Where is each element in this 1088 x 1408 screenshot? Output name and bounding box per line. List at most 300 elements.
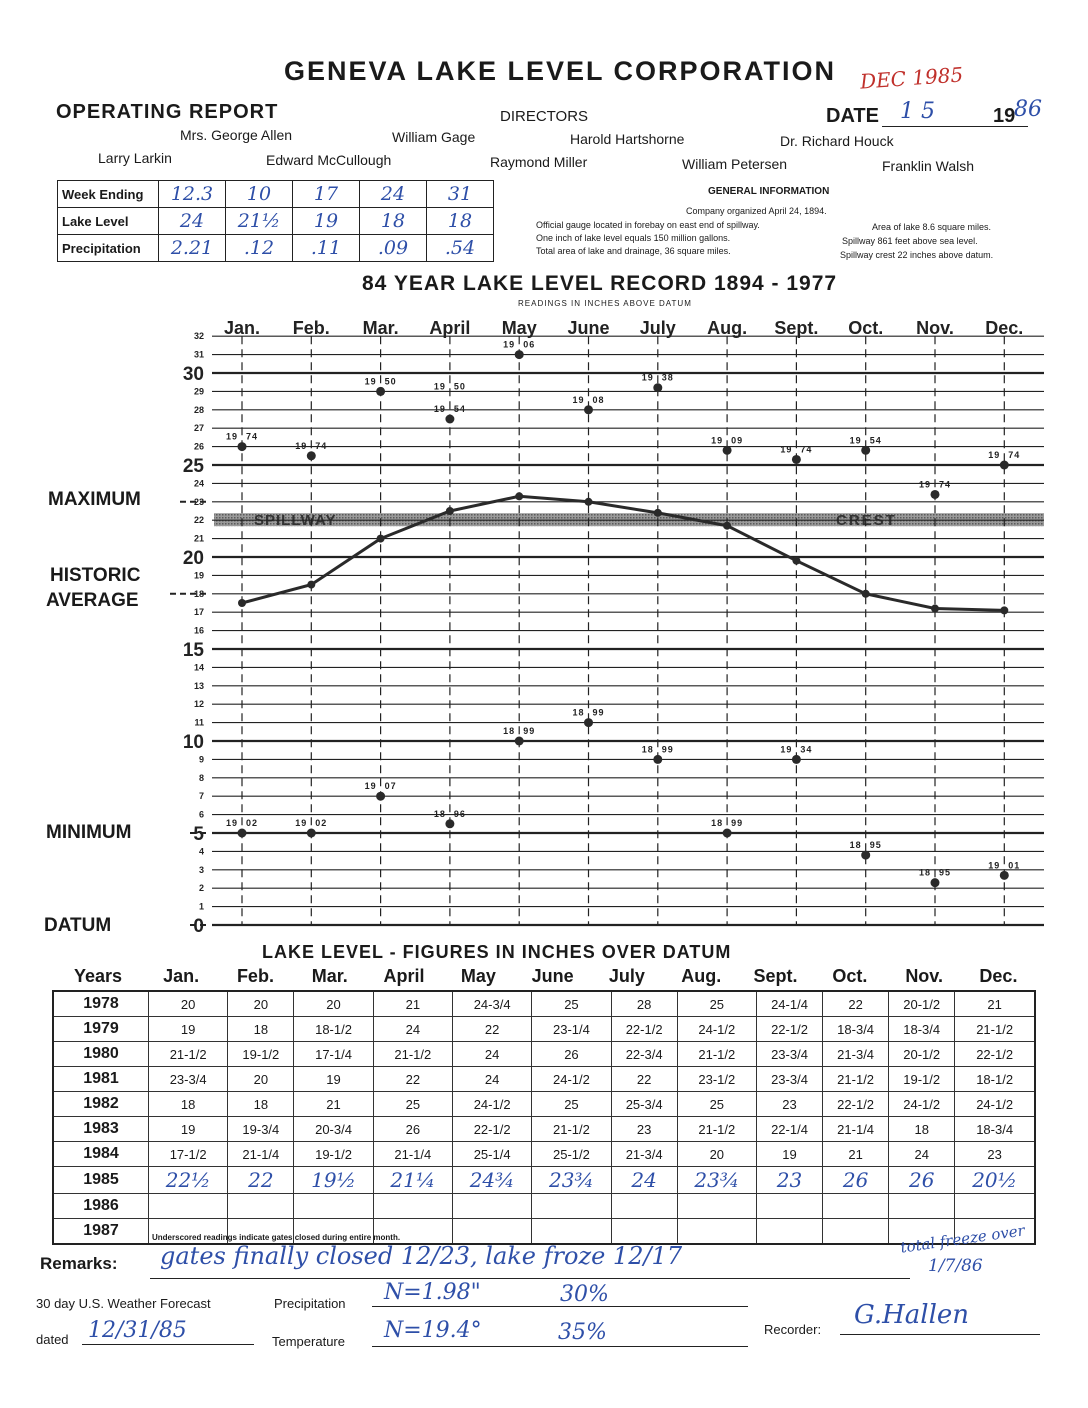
level-cell: 21-3/4 — [611, 1142, 677, 1167]
month-header: Jan. — [163, 966, 200, 986]
level-cell: 25 — [677, 991, 756, 1017]
min-point-year-label: 95 — [869, 840, 882, 851]
years-header: Years — [73, 966, 123, 986]
level-cell: 18-1/2 — [955, 1067, 1035, 1092]
director-name: Harold Hartshorne — [570, 131, 685, 147]
datum-label: DATUM — [44, 915, 112, 936]
precipitation-value: N=1.98" — [384, 1280, 481, 1305]
min-point — [861, 851, 870, 860]
y-tick-label: 18 — [193, 588, 204, 599]
min-point-year-label: 99 — [523, 726, 536, 736]
level-cell: 24 — [611, 1167, 677, 1194]
month-header: July — [608, 966, 645, 986]
min-point-year-label: 99 — [731, 818, 744, 828]
level-cell: 20 — [228, 991, 294, 1017]
y-tick-label: 32 — [193, 331, 204, 342]
min-point — [584, 718, 593, 727]
year-cell: 1978 — [53, 991, 149, 1017]
general-info-line: Official gauge located in forebay on east end of spillway. — [536, 220, 760, 230]
level-cell: 23-1/2 — [677, 1067, 756, 1092]
chart-subtitle: READINGS IN INCHES ABOVE DATUM — [518, 299, 692, 308]
precipitation-label: Precipitation — [274, 1296, 346, 1311]
level-cell: 23-3/4 — [756, 1042, 822, 1067]
average-point — [446, 507, 454, 515]
level-cell: 21-1/2 — [677, 1042, 756, 1067]
level-cell: 21 — [823, 1142, 889, 1167]
month-header: April — [383, 966, 425, 986]
level-cell: 20 — [228, 1067, 294, 1092]
level-cell — [955, 1194, 1035, 1219]
min-point-year-label: 19 — [225, 818, 238, 828]
level-cell: 18 — [228, 1017, 294, 1042]
min-point-year-label: 19 — [364, 781, 377, 792]
level-cell: 24-1/2 — [889, 1092, 955, 1117]
level-cell — [532, 1219, 611, 1245]
minimum-label: MINIMUM — [46, 822, 132, 843]
max-point-year-label: 19 — [780, 444, 793, 455]
level-cell: 21-1/4 — [228, 1142, 294, 1167]
min-point-year-label: 02 — [246, 818, 259, 828]
month-label: Aug. — [707, 318, 748, 338]
max-point — [861, 446, 870, 455]
y-tick-label: 15 — [182, 640, 204, 661]
level-cell: 17-1/4 — [294, 1042, 373, 1067]
level-cell: 19 — [756, 1142, 822, 1167]
y-tick-label: 30 — [182, 364, 204, 385]
level-cell: 21 — [955, 991, 1035, 1017]
level-cell: 20½ — [955, 1167, 1035, 1194]
weekly-row-label: Lake Level — [58, 208, 159, 235]
max-point-year-label: 19 — [364, 376, 377, 387]
director-name: Dr. Richard Houck — [780, 133, 894, 149]
weekly-value: 18 — [360, 208, 427, 235]
month-header: Mar. — [311, 966, 348, 986]
max-point — [723, 446, 732, 455]
weekly-value: .12 — [226, 235, 293, 262]
level-cell: 23¾ — [677, 1167, 756, 1194]
max-point-year-label: 19 — [433, 381, 446, 392]
table-row — [53, 1167, 1035, 1194]
y-tick-label: 5 — [193, 824, 204, 845]
director-name: William Gage — [392, 129, 476, 145]
level-cell: 22½ — [149, 1167, 228, 1194]
forecast-label: 30 day U.S. Weather Forecast — [36, 1296, 211, 1311]
level-cell: 22-1/2 — [756, 1017, 822, 1042]
year-cell: 1986 — [53, 1194, 149, 1219]
y-tick-label: 23 — [193, 496, 204, 507]
max-point-year-label: 54 — [869, 435, 882, 446]
y-tick-label: 0 — [193, 916, 204, 937]
level-cell: 18 — [228, 1092, 294, 1117]
level-cell: 23 — [756, 1167, 822, 1194]
max-point — [238, 442, 247, 451]
month-label: June — [567, 318, 610, 338]
y-tick-label: 9 — [198, 754, 204, 765]
level-cell — [823, 1194, 889, 1219]
average-point — [307, 581, 315, 589]
y-tick-label: 21 — [193, 533, 204, 544]
average-point — [515, 492, 523, 500]
max-point — [376, 387, 385, 396]
level-cell: 25-1/2 — [532, 1142, 611, 1167]
max-point-year-label: 38 — [661, 372, 674, 383]
year-cell: 1982 — [53, 1092, 149, 1117]
level-cell: 19-1/2 — [889, 1067, 955, 1092]
min-point — [931, 878, 940, 887]
average-point — [723, 522, 731, 530]
average-point — [1000, 606, 1008, 614]
weekly-readings-table — [57, 180, 494, 262]
y-tick-label: 22 — [193, 515, 204, 526]
level-cell — [677, 1194, 756, 1219]
report-title: OPERATING REPORT — [56, 101, 279, 123]
level-cell — [677, 1219, 756, 1245]
min-point — [238, 829, 247, 838]
y-tick-label: 2 — [198, 883, 204, 894]
level-cell — [611, 1219, 677, 1245]
director-name: Larry Larkin — [98, 150, 172, 166]
month-label: Oct. — [848, 318, 884, 338]
y-tick-label: 10 — [182, 732, 204, 753]
min-point — [1000, 871, 1009, 880]
level-cell: 24 — [452, 1042, 531, 1067]
average-point — [377, 535, 385, 543]
year-cell: 1985 — [53, 1167, 149, 1194]
weekly-value: 24 — [159, 208, 226, 235]
month-header: May — [460, 966, 496, 986]
month-header: Sept. — [753, 966, 798, 986]
min-point-year-label: 18 — [849, 840, 862, 851]
max-point — [584, 405, 593, 414]
max-point-year-label: 19 — [849, 435, 862, 446]
level-cell: 21 — [294, 1092, 373, 1117]
level-cell: 19 — [294, 1067, 373, 1092]
spillway-label: SPILLWAY — [254, 512, 337, 530]
y-tick-label: 6 — [198, 809, 204, 820]
level-cell: 19 — [149, 1017, 228, 1042]
level-cell: 18-3/4 — [823, 1017, 889, 1042]
level-cell: 24-1/2 — [955, 1092, 1035, 1117]
level-cell: 22-1/2 — [452, 1117, 531, 1142]
y-tick-label: 16 — [193, 625, 204, 636]
min-point-year-label: 18 — [503, 726, 516, 736]
average-point — [862, 590, 870, 598]
lake-level-table — [52, 990, 1036, 1245]
y-tick-label: 12 — [193, 699, 204, 710]
level-cell: 18-1/2 — [294, 1017, 373, 1042]
general-info-title: GENERAL INFORMATION — [708, 186, 830, 197]
level-cell: 23¾ — [532, 1167, 611, 1194]
weekly-value: 18 — [427, 208, 494, 235]
level-cell: 20 — [677, 1142, 756, 1167]
remarks-label: Remarks: — [40, 1254, 118, 1273]
y-tick-label: 4 — [198, 846, 204, 857]
level-cell: 24¾ — [452, 1167, 531, 1194]
average-point — [931, 605, 939, 613]
min-point-year-label: 01 — [1008, 860, 1021, 871]
level-cell: 22 — [228, 1167, 294, 1194]
level-cell: 21 — [373, 991, 452, 1017]
weekly-value: 2.21 — [159, 235, 226, 262]
remarks-side-note: total freeze over — [899, 1221, 1026, 1257]
level-cell — [294, 1194, 373, 1219]
max-point — [515, 350, 524, 359]
level-cell — [228, 1194, 294, 1219]
min-point-year-label: 18 — [641, 744, 654, 755]
maximum-label: MAXIMUM — [48, 489, 141, 510]
level-cell: 18 — [149, 1092, 228, 1117]
min-point-year-label: 95 — [939, 867, 952, 878]
spillway-crest-label: CREST — [836, 512, 897, 530]
min-point — [723, 829, 732, 838]
max-point — [307, 451, 316, 460]
level-cell — [373, 1194, 452, 1219]
level-cell: 18-3/4 — [889, 1017, 955, 1042]
dated-value: 12/31/85 — [88, 1318, 187, 1343]
company-name: GENEVA LAKE LEVEL CORPORATION — [284, 56, 837, 86]
level-cell — [823, 1219, 889, 1245]
levels-table-title: LAKE LEVEL - FIGURES IN INCHES OVER DATUM — [262, 942, 732, 962]
level-cell: 19½ — [294, 1167, 373, 1194]
level-cell: 28 — [611, 991, 677, 1017]
y-tick-label: 13 — [193, 680, 204, 691]
level-cell: 19 — [149, 1117, 228, 1142]
underscore-footnote: Underscored readings indicate gates closed during entire month. — [152, 1233, 401, 1242]
director-name: Edward McCullough — [266, 152, 392, 168]
min-point-year-label: 18 — [711, 818, 724, 828]
level-cell: 23 — [611, 1117, 677, 1142]
level-cell: 23-3/4 — [149, 1067, 228, 1092]
min-point-year-label: 19 — [988, 860, 1001, 871]
month-header: June — [531, 966, 574, 986]
level-cell: 20 — [149, 991, 228, 1017]
level-cell: 26 — [373, 1117, 452, 1142]
level-cell: 24-1/4 — [756, 991, 822, 1017]
max-point-year-label: 19 — [295, 440, 308, 451]
max-point-year-label: 19 — [988, 450, 1001, 460]
remarks-side-date: 1/7/86 — [928, 1256, 983, 1276]
level-cell — [532, 1194, 611, 1219]
report-date-value: 1 5 — [900, 99, 935, 124]
min-point — [445, 819, 454, 828]
max-point-year-label: 19 — [918, 479, 931, 490]
month-label: Sept. — [774, 318, 819, 338]
level-cell: 23 — [756, 1092, 822, 1117]
weekly-row — [58, 208, 494, 235]
y-tick-label: 19 — [193, 570, 204, 581]
dated-label: dated — [36, 1332, 69, 1347]
level-cell — [756, 1194, 822, 1219]
max-point-year-label: 50 — [384, 376, 397, 387]
received-date-stamp: DEC 1985 — [859, 62, 964, 94]
level-cell: 22-1/2 — [955, 1042, 1035, 1067]
y-tick-label: 1 — [198, 901, 204, 912]
level-cell: 21-1/2 — [532, 1117, 611, 1142]
max-point-year-label: 74 — [1008, 450, 1021, 460]
weekly-value: 10 — [226, 181, 293, 208]
level-cell: 25 — [677, 1092, 756, 1117]
table-row — [53, 1194, 1035, 1219]
weekly-row-label: Week Ending — [58, 181, 159, 208]
table-row — [53, 1117, 1035, 1142]
general-info-line: One inch of lake level equals 150 million gallons. — [536, 233, 731, 243]
min-point-year-label: 18 — [918, 867, 931, 878]
weekly-row-label: Precipitation — [58, 235, 159, 262]
level-cell: 20-1/2 — [889, 1042, 955, 1067]
month-label: July — [639, 318, 676, 338]
max-point-year-label: 74 — [246, 431, 259, 442]
year-cell: 1983 — [53, 1117, 149, 1142]
max-point-year-label: 19 — [225, 431, 238, 442]
max-point — [931, 490, 940, 499]
max-point — [445, 415, 454, 424]
level-cell: 22-1/2 — [823, 1092, 889, 1117]
level-cell: 25-3/4 — [611, 1092, 677, 1117]
level-cell: 22 — [823, 991, 889, 1017]
date-label: DATE — [826, 105, 879, 127]
table-row — [53, 991, 1035, 1017]
level-cell: 22 — [373, 1067, 452, 1092]
max-point — [1000, 461, 1009, 470]
level-cell: 19-1/2 — [294, 1142, 373, 1167]
level-cell: 21-1/2 — [149, 1042, 228, 1067]
level-cell — [452, 1194, 531, 1219]
min-point-year-label: 99 — [661, 744, 674, 755]
average-point — [238, 599, 246, 607]
month-label: Nov. — [916, 318, 954, 338]
y-tick-label: 11 — [194, 717, 204, 728]
max-point — [792, 455, 801, 464]
min-point-year-label: 07 — [384, 781, 397, 792]
remarks-text: gates finally closed 12/23, lake froze 12/17 — [160, 1242, 683, 1270]
max-point — [653, 383, 662, 392]
director-name: Raymond Miller — [490, 154, 588, 170]
year-cell: 1987 — [53, 1219, 149, 1245]
general-info-line: Area of lake 8.6 square miles. — [872, 222, 992, 232]
level-cell: 21-1/4 — [373, 1142, 452, 1167]
average-point — [792, 557, 800, 565]
min-point — [515, 737, 524, 746]
min-point-year-label: 18 — [572, 707, 585, 718]
level-cell: 25-1/4 — [452, 1142, 531, 1167]
level-cell: 23 — [955, 1142, 1035, 1167]
date-year-suffix: 86 — [1014, 97, 1042, 122]
level-cell: 22 — [452, 1017, 531, 1042]
level-cell — [149, 1194, 228, 1219]
level-cell: 24-3/4 — [452, 991, 531, 1017]
y-tick-label: 20 — [182, 548, 204, 569]
recorder-signature: G.Hallen — [854, 1300, 970, 1330]
level-cell: 24 — [889, 1142, 955, 1167]
weekly-value: .54 — [427, 235, 494, 262]
director-name: William Petersen — [682, 156, 788, 172]
level-cell: 20-1/2 — [889, 991, 955, 1017]
level-cell: 23-1/4 — [532, 1017, 611, 1042]
month-label: Dec. — [985, 318, 1024, 338]
average-point — [654, 509, 662, 517]
level-cell: 21-1/2 — [373, 1042, 452, 1067]
table-row — [53, 1017, 1035, 1042]
level-cell: 19-3/4 — [228, 1117, 294, 1142]
level-cell: 26 — [823, 1167, 889, 1194]
table-row — [53, 1142, 1035, 1167]
temperature-value: N=19.4° — [384, 1318, 482, 1343]
level-cell: 20-3/4 — [294, 1117, 373, 1142]
lake-level-chart — [0, 310, 1088, 940]
weekly-value: 21½ — [226, 208, 293, 235]
max-point-year-label: 74 — [939, 479, 952, 490]
month-header: Dec. — [979, 966, 1018, 986]
min-point — [792, 755, 801, 764]
precipitation-percent: 30% — [560, 1282, 609, 1307]
level-cell: 24-1/2 — [677, 1017, 756, 1042]
level-cell — [889, 1194, 955, 1219]
y-tick-label: 31 — [193, 349, 204, 360]
max-point-year-label: 54 — [453, 404, 466, 414]
historic-label: HISTORIC — [50, 565, 141, 586]
general-info-line: Spillway crest 22 inches above datum. — [840, 250, 994, 260]
month-label: May — [501, 318, 537, 338]
level-cell: 19-1/2 — [228, 1042, 294, 1067]
level-cell: 22 — [611, 1067, 677, 1092]
max-point-year-label: 09 — [731, 435, 744, 446]
level-cell: 24 — [452, 1067, 531, 1092]
general-info-line: Spillway 861 feet above sea level. — [842, 236, 978, 246]
level-cell: 21-1/4 — [823, 1117, 889, 1142]
level-cell: 18 — [889, 1117, 955, 1142]
min-point-year-label: 99 — [592, 707, 605, 718]
level-cell: 24-1/2 — [452, 1092, 531, 1117]
min-point-year-label: 19 — [295, 818, 308, 828]
weekly-value: .09 — [360, 235, 427, 262]
month-header: Aug. — [681, 966, 722, 986]
max-point-year-label: 19 — [433, 404, 446, 414]
level-cell — [611, 1194, 677, 1219]
chart-title: 84 YEAR LAKE LEVEL RECORD 1894 - 1977 — [362, 272, 838, 295]
max-point-year-label: 50 — [453, 381, 466, 392]
level-cell: 21-1/2 — [823, 1067, 889, 1092]
table-row — [53, 1042, 1035, 1067]
level-cell: 21-1/2 — [955, 1017, 1035, 1042]
temperature-percent: 35% — [558, 1320, 607, 1345]
weekly-row — [58, 235, 494, 262]
month-label: Mar. — [362, 318, 399, 338]
level-cell — [452, 1219, 531, 1245]
level-cell: 25 — [373, 1092, 452, 1117]
temperature-label: Temperature — [272, 1334, 345, 1349]
level-cell: 23-3/4 — [756, 1067, 822, 1092]
y-tick-label: 17 — [193, 607, 204, 618]
level-cell: 25 — [532, 1092, 611, 1117]
y-tick-label: 26 — [193, 441, 204, 452]
level-cell: 20 — [294, 991, 373, 1017]
max-point-year-label: 06 — [523, 339, 536, 350]
date-year-prefix: 19 — [993, 105, 1016, 127]
year-cell: 1979 — [53, 1017, 149, 1042]
level-cell: 22-3/4 — [611, 1042, 677, 1067]
level-cell: 24 — [373, 1017, 452, 1042]
average-label: AVERAGE — [46, 590, 139, 611]
table-row — [53, 1067, 1035, 1092]
min-point-year-label: 96 — [453, 808, 466, 819]
min-point — [307, 829, 316, 838]
level-cell: 21¼ — [373, 1167, 452, 1194]
weekly-value: 19 — [293, 208, 360, 235]
level-cell: 18-3/4 — [955, 1117, 1035, 1142]
general-info-line: Total area of lake and drainage, 36 square miles. — [536, 246, 731, 256]
month-header: Nov. — [905, 966, 943, 986]
max-point-year-label: 19 — [572, 394, 585, 405]
